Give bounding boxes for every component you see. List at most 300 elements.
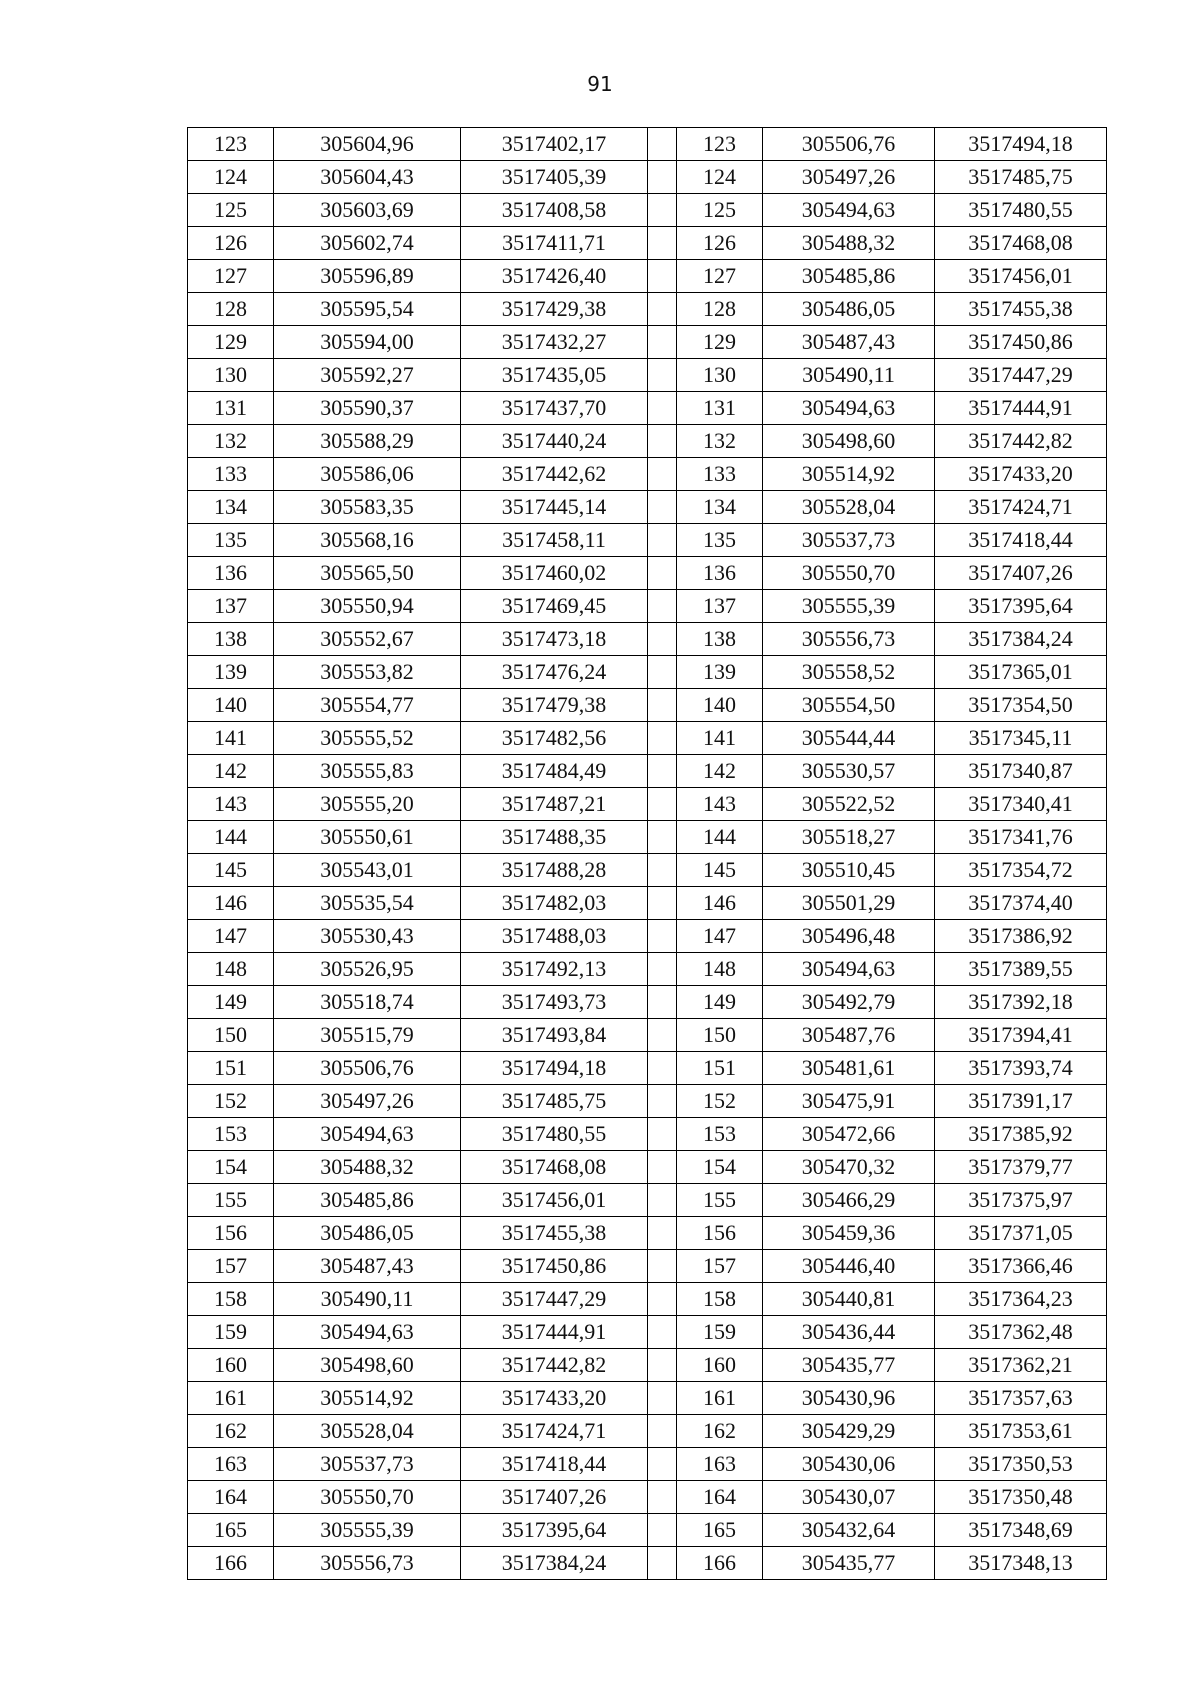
table-row: [188, 1283, 1107, 1316]
point-number-cell: 126: [188, 227, 274, 260]
table-row: [188, 293, 1107, 326]
point-number-cell: 127: [677, 260, 763, 293]
separator-cell: [648, 1316, 677, 1349]
point-number-cell: 162: [188, 1415, 274, 1448]
y-coordinate-cell: 3517374,40: [935, 887, 1107, 920]
x-coordinate-cell: 305506,76: [763, 128, 935, 161]
y-coordinate-cell: 3517488,03: [461, 920, 648, 953]
y-coordinate-cell: 3517371,05: [935, 1217, 1107, 1250]
x-coordinate-cell: 305494,63: [274, 1118, 461, 1151]
x-coordinate-cell: 305555,39: [763, 590, 935, 623]
table-row: [188, 1118, 1107, 1151]
point-number-cell: 158: [677, 1283, 763, 1316]
x-coordinate-cell: 305506,76: [274, 1052, 461, 1085]
table-row: [188, 1448, 1107, 1481]
x-coordinate-cell: 305550,61: [274, 821, 461, 854]
x-coordinate-cell: 305543,01: [274, 854, 461, 887]
x-coordinate-cell: 305466,29: [763, 1184, 935, 1217]
x-coordinate-cell: 305494,63: [763, 953, 935, 986]
point-number-cell: 153: [188, 1118, 274, 1151]
separator-cell: [648, 1019, 677, 1052]
x-coordinate-cell: 305515,79: [274, 1019, 461, 1052]
x-coordinate-cell: 305498,60: [274, 1349, 461, 1382]
point-number-cell: 147: [677, 920, 763, 953]
point-number-cell: 148: [188, 953, 274, 986]
point-number-cell: 159: [677, 1316, 763, 1349]
x-coordinate-cell: 305537,73: [274, 1448, 461, 1481]
x-coordinate-cell: 305604,96: [274, 128, 461, 161]
point-number-cell: 125: [677, 194, 763, 227]
point-number-cell: 157: [188, 1250, 274, 1283]
y-coordinate-cell: 3517393,74: [935, 1052, 1107, 1085]
separator-cell: [648, 293, 677, 326]
table-row: [188, 623, 1107, 656]
point-number-cell: 151: [677, 1052, 763, 1085]
coordinates-table-body: [188, 128, 1107, 1580]
separator-cell: [648, 458, 677, 491]
table-row: [188, 1184, 1107, 1217]
table-row: [188, 194, 1107, 227]
x-coordinate-cell: 305535,54: [274, 887, 461, 920]
table-row: [188, 1481, 1107, 1514]
x-coordinate-cell: 305595,54: [274, 293, 461, 326]
y-coordinate-cell: 3517494,18: [461, 1052, 648, 1085]
separator-cell: [648, 1415, 677, 1448]
y-coordinate-cell: 3517375,97: [935, 1184, 1107, 1217]
y-coordinate-cell: 3517391,17: [935, 1085, 1107, 1118]
point-number-cell: 158: [188, 1283, 274, 1316]
point-number-cell: 151: [188, 1052, 274, 1085]
point-number-cell: 129: [188, 326, 274, 359]
y-coordinate-cell: 3517350,53: [935, 1448, 1107, 1481]
x-coordinate-cell: 305435,77: [763, 1349, 935, 1382]
y-coordinate-cell: 3517442,82: [461, 1349, 648, 1382]
y-coordinate-cell: 3517362,48: [935, 1316, 1107, 1349]
point-number-cell: 140: [677, 689, 763, 722]
separator-cell: [648, 623, 677, 656]
y-coordinate-cell: 3517418,44: [461, 1448, 648, 1481]
separator-cell: [648, 1085, 677, 1118]
y-coordinate-cell: 3517348,13: [935, 1547, 1107, 1580]
y-coordinate-cell: 3517405,39: [461, 161, 648, 194]
point-number-cell: 135: [188, 524, 274, 557]
point-number-cell: 141: [677, 722, 763, 755]
table-row: [188, 1052, 1107, 1085]
x-coordinate-cell: 305429,29: [763, 1415, 935, 1448]
table-row: [188, 227, 1107, 260]
table-row: [188, 722, 1107, 755]
separator-cell: [648, 920, 677, 953]
point-number-cell: 152: [677, 1085, 763, 1118]
x-coordinate-cell: 305544,44: [763, 722, 935, 755]
y-coordinate-cell: 3517482,56: [461, 722, 648, 755]
point-number-cell: 155: [677, 1184, 763, 1217]
x-coordinate-cell: 305446,40: [763, 1250, 935, 1283]
point-number-cell: 134: [188, 491, 274, 524]
separator-cell: [648, 986, 677, 1019]
y-coordinate-cell: 3517494,18: [935, 128, 1107, 161]
y-coordinate-cell: 3517348,69: [935, 1514, 1107, 1547]
y-coordinate-cell: 3517455,38: [935, 293, 1107, 326]
y-coordinate-cell: 3517479,38: [461, 689, 648, 722]
y-coordinate-cell: 3517488,35: [461, 821, 648, 854]
point-number-cell: 127: [188, 260, 274, 293]
x-coordinate-cell: 305554,77: [274, 689, 461, 722]
table-row: [188, 590, 1107, 623]
y-coordinate-cell: 3517394,41: [935, 1019, 1107, 1052]
x-coordinate-cell: 305530,43: [274, 920, 461, 953]
x-coordinate-cell: 305555,20: [274, 788, 461, 821]
point-number-cell: 124: [188, 161, 274, 194]
y-coordinate-cell: 3517493,73: [461, 986, 648, 1019]
separator-cell: [648, 557, 677, 590]
point-number-cell: 164: [677, 1481, 763, 1514]
y-coordinate-cell: 3517460,02: [461, 557, 648, 590]
x-coordinate-cell: 305490,11: [763, 359, 935, 392]
x-coordinate-cell: 305432,64: [763, 1514, 935, 1547]
point-number-cell: 142: [188, 755, 274, 788]
point-number-cell: 146: [677, 887, 763, 920]
point-number-cell: 126: [677, 227, 763, 260]
separator-cell: [648, 854, 677, 887]
point-number-cell: 123: [677, 128, 763, 161]
x-coordinate-cell: 305475,91: [763, 1085, 935, 1118]
y-coordinate-cell: 3517444,91: [461, 1316, 648, 1349]
point-number-cell: 154: [188, 1151, 274, 1184]
table-row: [188, 161, 1107, 194]
point-number-cell: 157: [677, 1250, 763, 1283]
y-coordinate-cell: 3517345,11: [935, 722, 1107, 755]
y-coordinate-cell: 3517440,24: [461, 425, 648, 458]
y-coordinate-cell: 3517482,03: [461, 887, 648, 920]
separator-cell: [648, 821, 677, 854]
separator-cell: [648, 1151, 677, 1184]
point-number-cell: 149: [188, 986, 274, 1019]
table-row: [188, 1415, 1107, 1448]
separator-cell: [648, 755, 677, 788]
separator-cell: [648, 1184, 677, 1217]
y-coordinate-cell: 3517468,08: [461, 1151, 648, 1184]
point-number-cell: 160: [188, 1349, 274, 1382]
x-coordinate-cell: 305555,39: [274, 1514, 461, 1547]
point-number-cell: 139: [677, 656, 763, 689]
point-number-cell: 164: [188, 1481, 274, 1514]
table-row: [188, 821, 1107, 854]
table-row: [188, 1085, 1107, 1118]
x-coordinate-cell: 305553,82: [274, 656, 461, 689]
separator-cell: [648, 1448, 677, 1481]
table-row: [188, 1514, 1107, 1547]
y-coordinate-cell: 3517433,20: [461, 1382, 648, 1415]
table-row: [188, 260, 1107, 293]
table-row: [188, 788, 1107, 821]
x-coordinate-cell: 305522,52: [763, 788, 935, 821]
table-row: [188, 524, 1107, 557]
x-coordinate-cell: 305487,76: [763, 1019, 935, 1052]
point-number-cell: 135: [677, 524, 763, 557]
x-coordinate-cell: 305530,57: [763, 755, 935, 788]
y-coordinate-cell: 3517340,87: [935, 755, 1107, 788]
x-coordinate-cell: 305588,29: [274, 425, 461, 458]
page-number: 91: [587, 72, 613, 96]
y-coordinate-cell: 3517384,24: [935, 623, 1107, 656]
point-number-cell: 142: [677, 755, 763, 788]
x-coordinate-cell: 305528,04: [274, 1415, 461, 1448]
y-coordinate-cell: 3517357,63: [935, 1382, 1107, 1415]
y-coordinate-cell: 3517469,45: [461, 590, 648, 623]
x-coordinate-cell: 305556,73: [763, 623, 935, 656]
point-number-cell: 123: [188, 128, 274, 161]
x-coordinate-cell: 305554,50: [763, 689, 935, 722]
x-coordinate-cell: 305430,96: [763, 1382, 935, 1415]
x-coordinate-cell: 305430,06: [763, 1448, 935, 1481]
y-coordinate-cell: 3517395,64: [935, 590, 1107, 623]
x-coordinate-cell: 305510,45: [763, 854, 935, 887]
separator-cell: [648, 326, 677, 359]
table-row: [188, 689, 1107, 722]
table-row: [188, 953, 1107, 986]
separator-cell: [648, 227, 677, 260]
x-coordinate-cell: 305603,69: [274, 194, 461, 227]
x-coordinate-cell: 305586,06: [274, 458, 461, 491]
separator-cell: [648, 656, 677, 689]
x-coordinate-cell: 305558,52: [763, 656, 935, 689]
x-coordinate-cell: 305494,63: [763, 194, 935, 227]
x-coordinate-cell: 305485,86: [763, 260, 935, 293]
point-number-cell: 132: [188, 425, 274, 458]
table-row: [188, 326, 1107, 359]
table-row: [188, 458, 1107, 491]
y-coordinate-cell: 3517455,38: [461, 1217, 648, 1250]
x-coordinate-cell: 305486,05: [763, 293, 935, 326]
point-number-cell: 136: [677, 557, 763, 590]
x-coordinate-cell: 305537,73: [763, 524, 935, 557]
x-coordinate-cell: 305590,37: [274, 392, 461, 425]
table-row: [188, 557, 1107, 590]
point-number-cell: 156: [188, 1217, 274, 1250]
y-coordinate-cell: 3517458,11: [461, 524, 648, 557]
table-row: [188, 1019, 1107, 1052]
y-coordinate-cell: 3517450,86: [461, 1250, 648, 1283]
point-number-cell: 139: [188, 656, 274, 689]
point-number-cell: 128: [677, 293, 763, 326]
table-row: [188, 491, 1107, 524]
point-number-cell: 128: [188, 293, 274, 326]
x-coordinate-cell: 305555,52: [274, 722, 461, 755]
separator-cell: [648, 1217, 677, 1250]
y-coordinate-cell: 3517364,23: [935, 1283, 1107, 1316]
y-coordinate-cell: 3517487,21: [461, 788, 648, 821]
x-coordinate-cell: 305550,94: [274, 590, 461, 623]
y-coordinate-cell: 3517384,24: [461, 1547, 648, 1580]
separator-cell: [648, 1349, 677, 1382]
separator-cell: [648, 1250, 677, 1283]
y-coordinate-cell: 3517426,40: [461, 260, 648, 293]
y-coordinate-cell: 3517362,21: [935, 1349, 1107, 1382]
y-coordinate-cell: 3517485,75: [461, 1085, 648, 1118]
coordinates-table: [187, 127, 1107, 1580]
separator-cell: [648, 425, 677, 458]
point-number-cell: 143: [188, 788, 274, 821]
separator-cell: [648, 260, 677, 293]
x-coordinate-cell: 305602,74: [274, 227, 461, 260]
y-coordinate-cell: 3517473,18: [461, 623, 648, 656]
y-coordinate-cell: 3517442,82: [935, 425, 1107, 458]
y-coordinate-cell: 3517365,01: [935, 656, 1107, 689]
y-coordinate-cell: 3517341,76: [935, 821, 1107, 854]
point-number-cell: 156: [677, 1217, 763, 1250]
table-row: [188, 1217, 1107, 1250]
y-coordinate-cell: 3517350,48: [935, 1481, 1107, 1514]
point-number-cell: 130: [677, 359, 763, 392]
point-number-cell: 162: [677, 1415, 763, 1448]
x-coordinate-cell: 305490,11: [274, 1283, 461, 1316]
y-coordinate-cell: 3517407,26: [935, 557, 1107, 590]
table-row: [188, 887, 1107, 920]
y-coordinate-cell: 3517424,71: [935, 491, 1107, 524]
point-number-cell: 147: [188, 920, 274, 953]
x-coordinate-cell: 305526,95: [274, 953, 461, 986]
separator-cell: [648, 689, 677, 722]
x-coordinate-cell: 305604,43: [274, 161, 461, 194]
point-number-cell: 165: [188, 1514, 274, 1547]
separator-cell: [648, 491, 677, 524]
y-coordinate-cell: 3517411,71: [461, 227, 648, 260]
point-number-cell: 144: [188, 821, 274, 854]
x-coordinate-cell: 305594,00: [274, 326, 461, 359]
separator-cell: [648, 359, 677, 392]
point-number-cell: 145: [677, 854, 763, 887]
x-coordinate-cell: 305528,04: [763, 491, 935, 524]
separator-cell: [648, 953, 677, 986]
x-coordinate-cell: 305514,92: [763, 458, 935, 491]
point-number-cell: 150: [677, 1019, 763, 1052]
separator-cell: [648, 194, 677, 227]
y-coordinate-cell: 3517433,20: [935, 458, 1107, 491]
separator-cell: [648, 1052, 677, 1085]
y-coordinate-cell: 3517379,77: [935, 1151, 1107, 1184]
x-coordinate-cell: 305485,86: [274, 1184, 461, 1217]
y-coordinate-cell: 3517484,49: [461, 755, 648, 788]
y-coordinate-cell: 3517450,86: [935, 326, 1107, 359]
y-coordinate-cell: 3517480,55: [461, 1118, 648, 1151]
separator-cell: [648, 722, 677, 755]
point-number-cell: 154: [677, 1151, 763, 1184]
table-row: [188, 1547, 1107, 1580]
x-coordinate-cell: 305596,89: [274, 260, 461, 293]
point-number-cell: 133: [188, 458, 274, 491]
x-coordinate-cell: 305518,27: [763, 821, 935, 854]
table-row: [188, 986, 1107, 1019]
x-coordinate-cell: 305497,26: [274, 1085, 461, 1118]
x-coordinate-cell: 305492,79: [763, 986, 935, 1019]
point-number-cell: 149: [677, 986, 763, 1019]
x-coordinate-cell: 305565,50: [274, 557, 461, 590]
y-coordinate-cell: 3517340,41: [935, 788, 1107, 821]
x-coordinate-cell: 305555,83: [274, 755, 461, 788]
table-row: [188, 1349, 1107, 1382]
table-row: [188, 854, 1107, 887]
x-coordinate-cell: 305550,70: [763, 557, 935, 590]
point-number-cell: 138: [677, 623, 763, 656]
x-coordinate-cell: 305514,92: [274, 1382, 461, 1415]
point-number-cell: 137: [677, 590, 763, 623]
separator-cell: [648, 128, 677, 161]
point-number-cell: 138: [188, 623, 274, 656]
separator-cell: [648, 392, 677, 425]
point-number-cell: 124: [677, 161, 763, 194]
point-number-cell: 163: [677, 1448, 763, 1481]
y-coordinate-cell: 3517444,91: [935, 392, 1107, 425]
y-coordinate-cell: 3517476,24: [461, 656, 648, 689]
table-row: [188, 425, 1107, 458]
y-coordinate-cell: 3517389,55: [935, 953, 1107, 986]
point-number-cell: 140: [188, 689, 274, 722]
point-number-cell: 166: [677, 1547, 763, 1580]
point-number-cell: 152: [188, 1085, 274, 1118]
x-coordinate-cell: 305556,73: [274, 1547, 461, 1580]
y-coordinate-cell: 3517480,55: [935, 194, 1107, 227]
point-number-cell: 150: [188, 1019, 274, 1052]
point-number-cell: 159: [188, 1316, 274, 1349]
point-number-cell: 125: [188, 194, 274, 227]
y-coordinate-cell: 3517492,13: [461, 953, 648, 986]
table-row: [188, 1151, 1107, 1184]
table-row: [188, 920, 1107, 953]
separator-cell: [648, 1118, 677, 1151]
separator-cell: [648, 1283, 677, 1316]
y-coordinate-cell: 3517435,05: [461, 359, 648, 392]
point-number-cell: 165: [677, 1514, 763, 1547]
y-coordinate-cell: 3517456,01: [461, 1184, 648, 1217]
y-coordinate-cell: 3517386,92: [935, 920, 1107, 953]
point-number-cell: 160: [677, 1349, 763, 1382]
point-number-cell: 132: [677, 425, 763, 458]
x-coordinate-cell: 305487,43: [274, 1250, 461, 1283]
point-number-cell: 137: [188, 590, 274, 623]
separator-cell: [648, 887, 677, 920]
x-coordinate-cell: 305488,32: [274, 1151, 461, 1184]
y-coordinate-cell: 3517485,75: [935, 161, 1107, 194]
y-coordinate-cell: 3517385,92: [935, 1118, 1107, 1151]
y-coordinate-cell: 3517407,26: [461, 1481, 648, 1514]
table-row: [188, 656, 1107, 689]
point-number-cell: 133: [677, 458, 763, 491]
y-coordinate-cell: 3517468,08: [935, 227, 1107, 260]
x-coordinate-cell: 305552,67: [274, 623, 461, 656]
x-coordinate-cell: 305568,16: [274, 524, 461, 557]
x-coordinate-cell: 305494,63: [763, 392, 935, 425]
point-number-cell: 153: [677, 1118, 763, 1151]
point-number-cell: 161: [188, 1382, 274, 1415]
separator-cell: [648, 1382, 677, 1415]
y-coordinate-cell: 3517418,44: [935, 524, 1107, 557]
table-row: [188, 359, 1107, 392]
x-coordinate-cell: 305496,48: [763, 920, 935, 953]
x-coordinate-cell: 305470,32: [763, 1151, 935, 1184]
x-coordinate-cell: 305440,81: [763, 1283, 935, 1316]
y-coordinate-cell: 3517488,28: [461, 854, 648, 887]
x-coordinate-cell: 305550,70: [274, 1481, 461, 1514]
table-row: [188, 1250, 1107, 1283]
point-number-cell: 131: [677, 392, 763, 425]
point-number-cell: 131: [188, 392, 274, 425]
point-number-cell: 129: [677, 326, 763, 359]
table-row: [188, 755, 1107, 788]
y-coordinate-cell: 3517456,01: [935, 260, 1107, 293]
x-coordinate-cell: 305497,26: [763, 161, 935, 194]
x-coordinate-cell: 305459,36: [763, 1217, 935, 1250]
